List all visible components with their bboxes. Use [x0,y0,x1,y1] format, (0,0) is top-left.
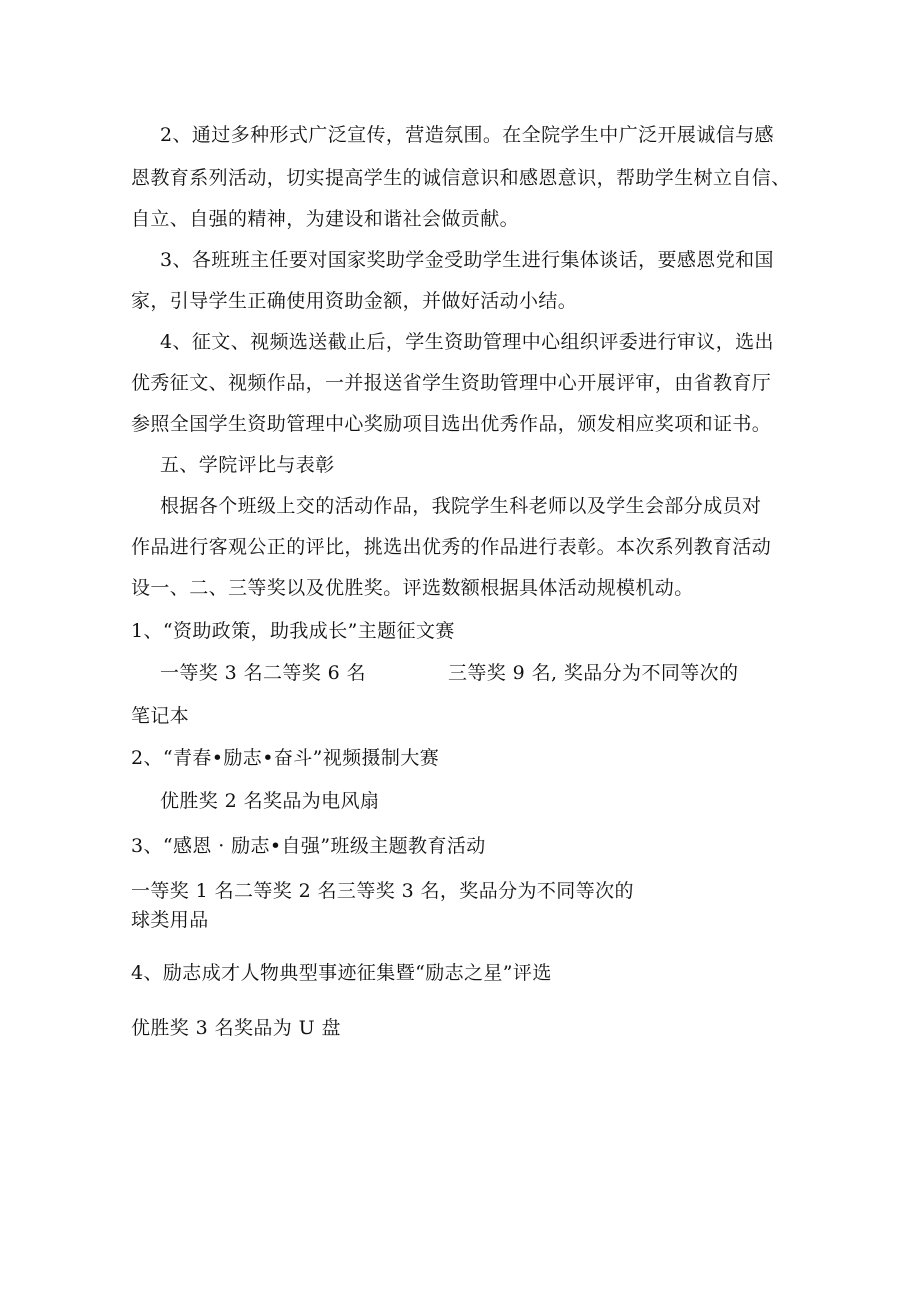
paragraph-4-line-1: 4、征文、视频选送截止后，学生资助管理中心组织评委进行审议，选出 [160,331,774,353]
award-3-title: 3、“感恩 · 励志•自强”班级主题教育活动 [131,835,486,857]
award-3-line-cont: 球类用品 [131,909,209,931]
paragraph-2-line-3: 自立、自强的精神，为建设和谐社会做贡献。 [131,208,520,230]
paragraph-4-line-2: 优秀征文、视频作品，一并报送省学生资助管理中心开展评审，由省教育厅 [131,372,772,394]
section-five-heading: 五、学院评比与表彰 [160,454,335,476]
section-five-intro-line-3: 设一、二、三等奖以及优胜奖。评选数额根据具体活动规模机动。 [131,577,694,599]
section-five-intro-line-1: 根据各个班级上交的活动作品，我院学生科老师以及学生会部分成员对 [160,495,762,517]
award-1-line-right: 三等奖 9 名, 奖品分为不同等次的 [448,662,739,684]
paragraph-3-line-2: 家，引导学生正确使用资助金额，并做好活动小结。 [131,290,578,312]
paragraph-2-line-2: 恩教育系列活动，切实提高学生的诚信意识和感恩意识，帮助学生树立自信、 [131,167,791,189]
award-4-line: 优胜奖 3 名奖品为 U 盘 [131,1017,341,1039]
paragraph-4-line-3: 参照全国学生资助管理中心奖励项目选出优秀作品，颁发相应奖项和证书。 [131,413,772,435]
paragraph-2-line-1: 2、通过多种形式广泛宣传，营造氛围。在全院学生中广泛开展诚信与感 [160,124,774,146]
award-2-line: 优胜奖 2 名奖品为电风扇 [160,790,380,812]
award-2-title: 2、“青春•励志•奋斗”视频摄制大赛 [131,747,440,769]
award-4-title: 4、励志成才人物典型事迹征集暨“励志之星”评选 [131,962,552,984]
award-3-line: 一等奖 1 名二等奖 2 名三等奖 3 名，奖品分为不同等次的 [131,880,634,902]
award-1-line-left: 一等奖 3 名二等奖 6 名 [160,662,366,684]
award-1-line-cont: 笔记本 [131,705,190,727]
section-five-intro-line-2: 作品进行客观公正的评比，挑选出优秀的作品进行表彰。本次系列教育活动 [131,536,772,558]
paragraph-3-line-1: 3、各班班主任要对国家奖助学金受助学生进行集体谈话，要感恩党和国 [160,249,774,271]
award-1-title: 1、“资助政策，助我成长”主题征文赛 [131,620,455,642]
